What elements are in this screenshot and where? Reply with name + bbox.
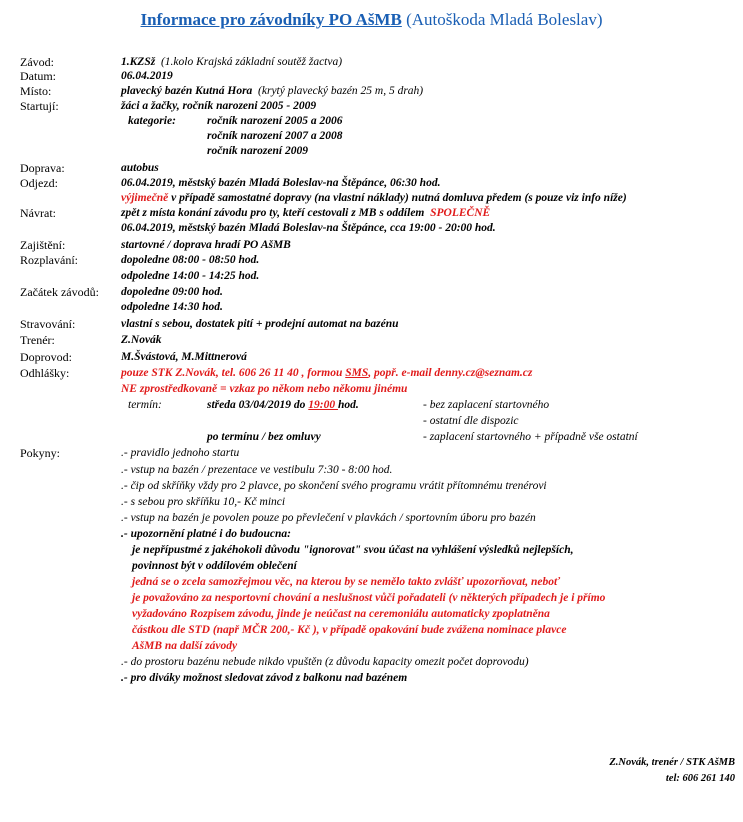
pokyny-3: .- čip od skříňky vždy pro 2 plavce, po skončení svého programu vrátit přítomnému trenérovi — [121, 480, 547, 492]
pokyny-5: .- vstup na bazén je povolen pouze po převlečení v plavkách / sportovním úboru pro bazén — [121, 512, 536, 524]
zajisteni-value: startovné / doprava hradí PO AšMB — [121, 239, 291, 251]
kategorie-1: ročník narození 2005 a 2006 — [207, 115, 343, 127]
upozorneni-black-2: povinnost být v oddílovém oblečení — [132, 560, 297, 572]
zavod-desc: (1.kolo Krajská základní soutěž žactva) — [160, 56, 343, 68]
termin-time: 19:00 — [308, 399, 338, 411]
label-odjezd: Odjezd: — [20, 176, 58, 190]
label-zacatek: Začátek závodů: — [20, 285, 99, 299]
odhlasky-email: , popř. e-mail denny.cz@seznam.cz — [368, 367, 533, 379]
doprovod-value: M.Švástová, M.Mittnerová — [121, 351, 247, 363]
pokyny-end-2: .- pro diváky možnost sledovat závod z balkonu nad bazénem — [121, 672, 408, 684]
termin-note2: - ostatní dle dispozic — [423, 415, 519, 427]
kategorie-2: ročník narození 2007 a 2008 — [207, 130, 343, 142]
title-main: Informace pro závodníky PO AšMB — [140, 10, 402, 29]
label-datum: Datum: — [20, 69, 56, 83]
upozorneni-red-1: jedná se o zcela samozřejmou věc, na kterou by se nemělo takto zvlášť upozorňovat, neboť — [132, 576, 561, 588]
pokyny-1: .- pravidlo jednoho startu — [121, 447, 240, 459]
label-doprava: Doprava: — [20, 161, 65, 175]
odjezd-line1: 06.04.2019, městský bazén Mladá Boleslav-na Štěpánce, 06:30 hod. — [121, 177, 441, 189]
upozorneni-red-3: vyžadováno Rozpisem závodu, jinde je neúčast na ceremoniálu automaticky zpoplatněna — [132, 608, 550, 620]
termin-hod: hod. — [337, 399, 359, 411]
pokyny-4: .- s sebou pro skříňku 10,- Kč minci — [121, 496, 286, 508]
trener-value: Z.Novák — [121, 334, 162, 346]
signature-name: Z.Novák, trenér / STK AšMB — [609, 757, 735, 768]
pokyny-end-1: .- do prostoru bazénu nebude nikdo vpuštěn (z důvodu kapacity omezit počet doprovodu) — [121, 656, 529, 668]
after-termin-label: po termínu / bez omluvy — [207, 431, 321, 443]
label-rozplavani: Rozplavání: — [20, 253, 78, 267]
label-misto: Místo: — [20, 84, 52, 98]
upozorneni-red-5: AšMB na další závody — [132, 640, 238, 652]
pokyny-2: .- vstup na bazén / prezentace ve vestibulu 7:30 - 8:00 hod. — [121, 464, 393, 476]
upozorneni-red-2: je považováno za nesportovní chování a neslušnost vůči pořadateli (v některých případech je i přímo — [132, 592, 606, 604]
label-trener: Trenér: — [20, 333, 55, 347]
stravovani-value: vlastní s sebou, dostatek pití + prodejní automat na bazénu — [121, 318, 399, 330]
label-zavod: Závod: — [20, 55, 54, 69]
odhlasky-sms: SMS — [345, 367, 369, 379]
navrat-line1: zpět z místa konání závodu pro ty, kteří cestovali z MB s oddílem — [121, 207, 425, 219]
label-odhlasky: Odhlášky: — [20, 366, 70, 380]
page-title — [0, 10, 743, 30]
kategorie-label: kategorie: — [128, 115, 176, 127]
odhlasky-line1: pouze STK Z.Novák, tel. 606 26 11 40 , formou — [121, 367, 346, 379]
label-pokyny: Pokyny: — [20, 446, 61, 460]
signature-phone: tel: 606 261 140 — [665, 773, 735, 784]
zavod-name: 1.KZSž — [121, 56, 156, 68]
odjezd-text2: v případě samostatné dopravy (na vlastní náklady) nutná domluva předem (s pouze viz info níže) — [171, 192, 627, 204]
termin-label: termín: — [128, 399, 162, 411]
rozplavani-1: dopoledne 08:00 - 08:50 hod. — [121, 254, 260, 266]
odhlasky-line2: NE zprostředkovaně = vzkaz po někom nebo někomu jinému — [121, 383, 408, 395]
navrat-line2: 06.04.2019, městský bazén Mladá Boleslav-na Štěpánce, cca 19:00 - 20:00 hod. — [121, 222, 496, 234]
upozorneni-head: .- upozornění platné i do budoucna: — [121, 528, 291, 540]
zacatek-2: odpoledne 14:30 hod. — [121, 301, 223, 313]
upozorneni-red-4: částkou dle STD (např MČR 200,- Kč ), v případě opakování bude zvážena nominace plavce — [132, 624, 567, 636]
kategorie-3: ročník narození 2009 — [207, 145, 308, 157]
misto-desc: (krytý plavecký bazén 25 m, 5 drah) — [258, 85, 424, 97]
label-stravovani: Stravování: — [20, 317, 76, 331]
misto-place: plavecký bazén Kutná Hora — [121, 85, 253, 97]
termin-note3: - zaplacení startovného + případně vše ostatní — [423, 431, 638, 443]
zacatek-1: dopoledne 09:00 hod. — [121, 286, 223, 298]
termin-note1: - bez zaplacení startovného — [423, 399, 550, 411]
rozplavani-2: odpoledne 14:00 - 14:25 hod. — [121, 270, 260, 282]
label-doprovod: Doprovod: — [20, 350, 72, 364]
label-navrat: Návrat: — [20, 206, 56, 220]
odjezd-line2 — [121, 191, 627, 205]
datum-value: 06.04.2019 — [121, 70, 173, 82]
title-sub: (Autoškoda Mladá Boleslav) — [406, 10, 603, 29]
termin-date-text: středa 03/04/2019 do — [207, 399, 309, 411]
termin-date — [207, 398, 359, 412]
navrat-red-word: SPOLEČNĚ — [430, 207, 491, 219]
upozorneni-black-1: je nepřípustmé z jakéhokoli důvodu "ignorovat" svou účast na vyhlášení výsledků nejlepších, — [132, 544, 574, 556]
label-zajisteni: Zajištění: — [20, 238, 66, 252]
startuji-main: žáci a žačky, ročník narozeni 2005 - 2009 — [121, 100, 317, 112]
doprava-value: autobus — [121, 162, 159, 174]
label-startuji: Startují: — [20, 99, 59, 113]
odjezd-red-word: výjimečně — [121, 192, 169, 204]
